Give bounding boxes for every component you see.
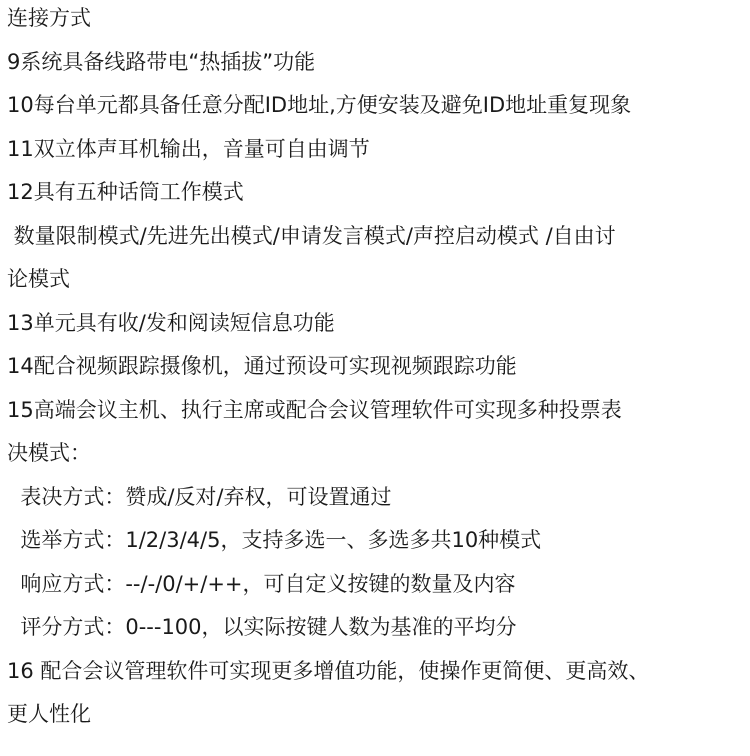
text-line: 14配合视频跟踪摄像机，通过预设可实现视频跟踪功能 [7, 354, 517, 378]
text-line: 评分方式：0---100，以实际按键人数为基准的平均分 [7, 615, 517, 639]
text-line: 表决方式：赞成/反对/弃权，可设置通过 [7, 484, 392, 509]
text-line: 15高端会议主机、执行主席或配合会议管理软件可实现多种投票表 [7, 397, 622, 422]
text-line: 更人性化 [7, 702, 91, 726]
text-line: 连接方式 [7, 6, 91, 30]
text-line: 决模式： [7, 441, 91, 465]
text-line: 选举方式：1/2/3/4/5，支持多选一、多选多共10种模式 [7, 528, 542, 552]
text-line: 10每台单元都具备任意分配ID地址,方便安装及避免ID地址重复现象 [7, 93, 632, 117]
text-line: 数量限制模式/先进先出模式/申请发言模式/声控启动模式 /自由讨 [7, 223, 616, 248]
text-line: 13单元具有收/发和阅读短信息功能 [7, 310, 335, 335]
text-line: 16 配合会议管理软件可实现更多增值功能，使操作更简便、更高效、 [7, 658, 650, 683]
text-line: 12具有五种话筒工作模式 [7, 180, 244, 204]
text-line: 论模式 [7, 267, 70, 291]
text-line: 响应方式：--/-/0/+/++，可自定义按键的数量及内容 [7, 571, 516, 596]
text-line: 9系统具备线路带电“热插拔”功能 [7, 49, 316, 74]
text-line: 11双立体声耳机输出，音量可自由调节 [7, 136, 370, 161]
